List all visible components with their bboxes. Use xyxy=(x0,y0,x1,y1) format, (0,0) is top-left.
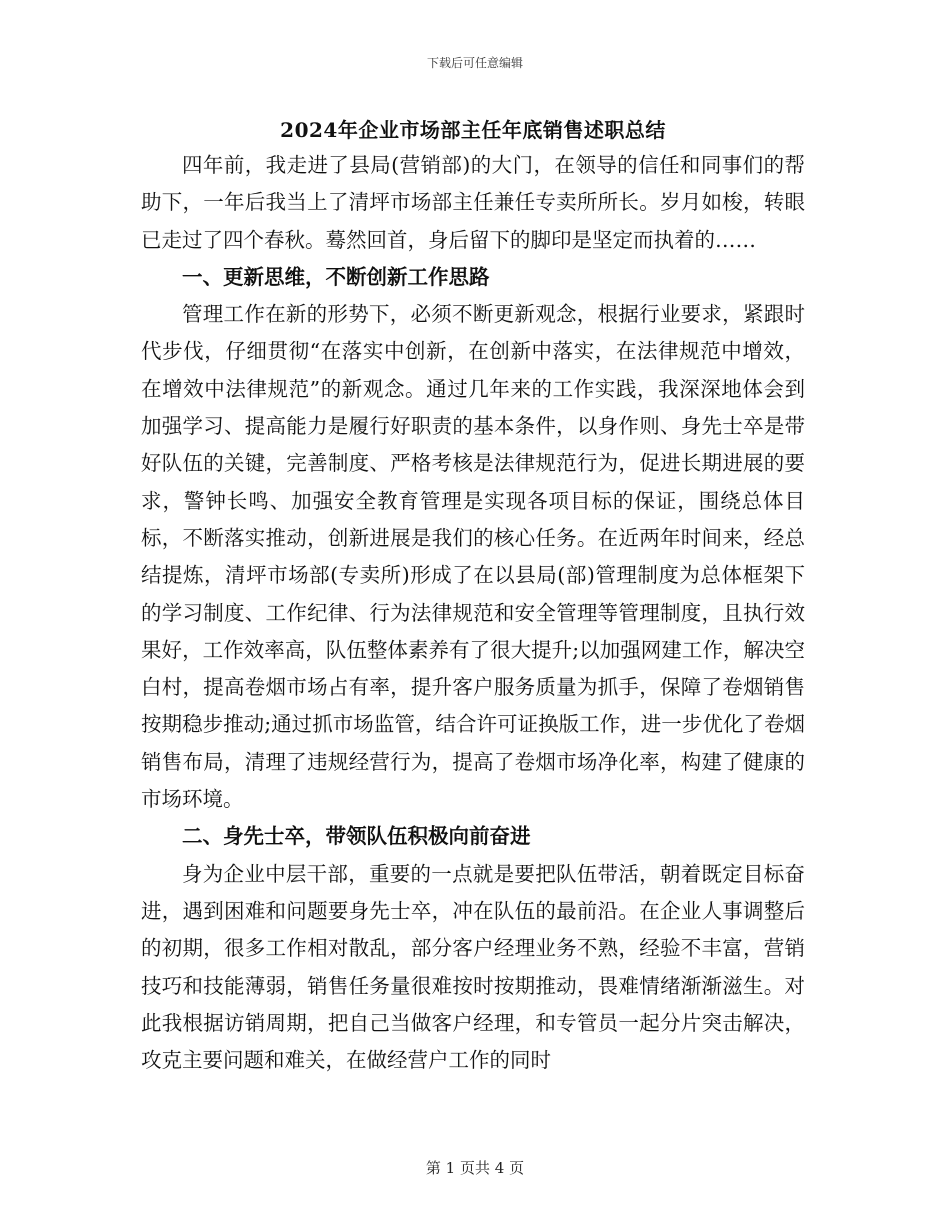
intro-paragraph: 四年前，我走进了县局(营销部)的大门，在领导的信任和同事们的帮助下，一年后我当上了清坪市场部主任兼任专卖所所长。岁月如梭，转眼已走过了四个春秋。蓦然回首，身后留下的脚印是坚定而执着的…… xyxy=(141,153,805,252)
page-number-footer: 第 1 页共 4 页 xyxy=(425,1159,525,1177)
section-2-paragraph: 身为企业中层干部，重要的一点就是要把队伍带活，朝着既定目标奋进，遇到困难和问题要身先士卒，冲在队伍的最前沿。在企业人事调整后的初期，很多工作相对散乱，部分客户经理业务不熟，经验不丰富，营销技巧和技能薄弱，销售任务量很难按时按期推动，畏难情绪渐渐滋生。对此我根据访销周期，把自己当做客户经理，和专管员一起分片突击解决，攻克主要问题和难关，在做经营户工作的同时 xyxy=(141,861,805,1073)
header-note: 下载后可任意编辑 xyxy=(426,56,523,70)
document-title: 2024年企业市场部主任年底销售述职总结 xyxy=(280,118,666,142)
section-heading-1: 一、更新思维，不断创新工作思路 xyxy=(182,264,490,289)
section-1-paragraph: 管理工作在新的形势下，必须不断更新观念，根据行业要求，紧跟时代步伐，仔细贯彻“在落实中创新，在创新中落实，在法律规范中增效，在增效中法律规范”的新观念。通过几年来的工作实践，我深深地体会到加强学习、提高能力是履行好职责的基本条件，以身作则、身先士卒是带好队伍的关键，完善制度、严格考核是法律规范行为，促进长期进展的要求，警钟长鸣、加强安全教育管理是实现各项目标的保证，围绕总体目标，不断落实推动，创新进展是我们的核心任务。在近两年时间来，经总结提炼，清坪市场部(专卖所)形成了在以县局(部)管理制度为总体框架下的学习制度、工作纪律、行为法律规范和安全管理等管理制度，且执行效果好，工作效率高，队伍整体素养有了很大提升;以加强网建工作，解决空白村，提高卷烟市场占有率，提升客户服务质量为抓手，保障了卷烟销售按期稳步推动;通过抓市场监管，结合许可证换版工作，进一步优化了卷烟销售布局，清理了违规经营行为，提高了卷烟市场净化率，构建了健康的市场环境。 xyxy=(141,302,805,812)
document-body xyxy=(141,113,805,1079)
section-heading-2: 二、身先士卒，带领队伍积极向前奋进 xyxy=(182,824,531,849)
